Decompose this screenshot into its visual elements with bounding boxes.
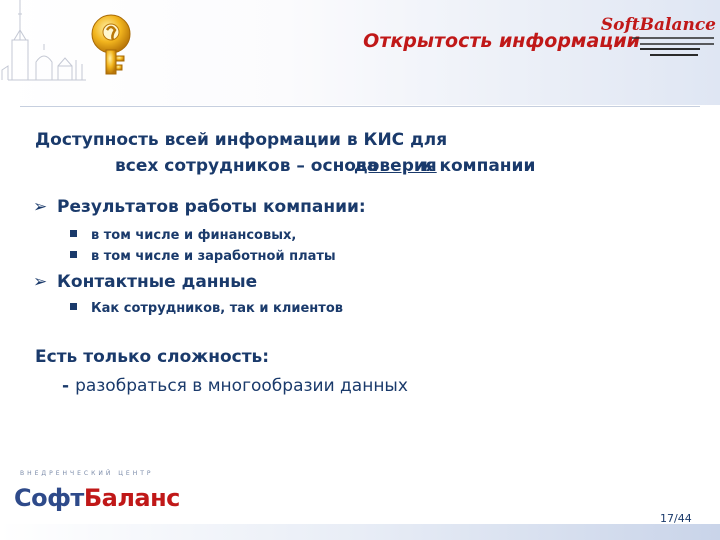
arrow-bullet-icon: ➢: [33, 272, 48, 292]
subitem-financial-text: в том числе и финансовых,: [91, 228, 297, 243]
subitem-salary-text: в том числе и заработной платы: [91, 249, 336, 264]
complexity-item: [62, 376, 408, 396]
arrow-bullet-icon: ➢: [33, 197, 48, 217]
complexity-text: разобраться в многообразии данных: [75, 376, 408, 396]
page-number: 17/44: [660, 512, 692, 525]
subitem-contacts: [70, 301, 343, 316]
slide-title: Открытость информации: [363, 30, 640, 52]
softbalance-logo: [600, 8, 718, 52]
lead-underlined-word: доверия: [354, 156, 437, 176]
key-icon: [82, 12, 140, 78]
footer-brand-part2: Баланс: [83, 484, 180, 512]
brand-logo-text: SoftBalance: [600, 15, 716, 35]
bullet-results-label: Результатов работы компании:: [57, 197, 366, 217]
footer-bar: [0, 524, 720, 540]
footer-brand-logo: [14, 484, 180, 512]
footer-tagline: ВНЕДРЕНЧЕСКИЙ ЦЕНТР: [20, 470, 154, 477]
complexity-dash: -: [62, 376, 70, 396]
subitem-financial: [70, 228, 296, 243]
bullet-contacts-label: Контактные данные: [57, 272, 258, 292]
square-bullet-icon: [70, 230, 77, 237]
header-divider: [20, 106, 700, 107]
subitem-contacts-text: Как сотрудников, так и клиентов: [91, 301, 343, 316]
slide-header: [0, 0, 720, 105]
lead-line-2-start: всех сотрудников – основа: [115, 156, 379, 176]
complexity-heading: Есть только сложность:: [35, 347, 270, 367]
bullet-results: [33, 197, 366, 217]
bullet-contacts: [33, 272, 257, 292]
subitem-salary: [70, 249, 336, 264]
title-underline-secondary: [650, 54, 698, 56]
square-bullet-icon: [70, 303, 77, 310]
city-skyline-icon: [0, 0, 90, 105]
lead-line-2-end: к компании: [422, 156, 536, 176]
square-bullet-icon: [70, 251, 77, 258]
footer-brand-part1: Софт: [14, 484, 84, 512]
lead-line-2: [115, 153, 536, 179]
lead-line-1: Доступность всей информации в КИС для: [35, 130, 448, 150]
